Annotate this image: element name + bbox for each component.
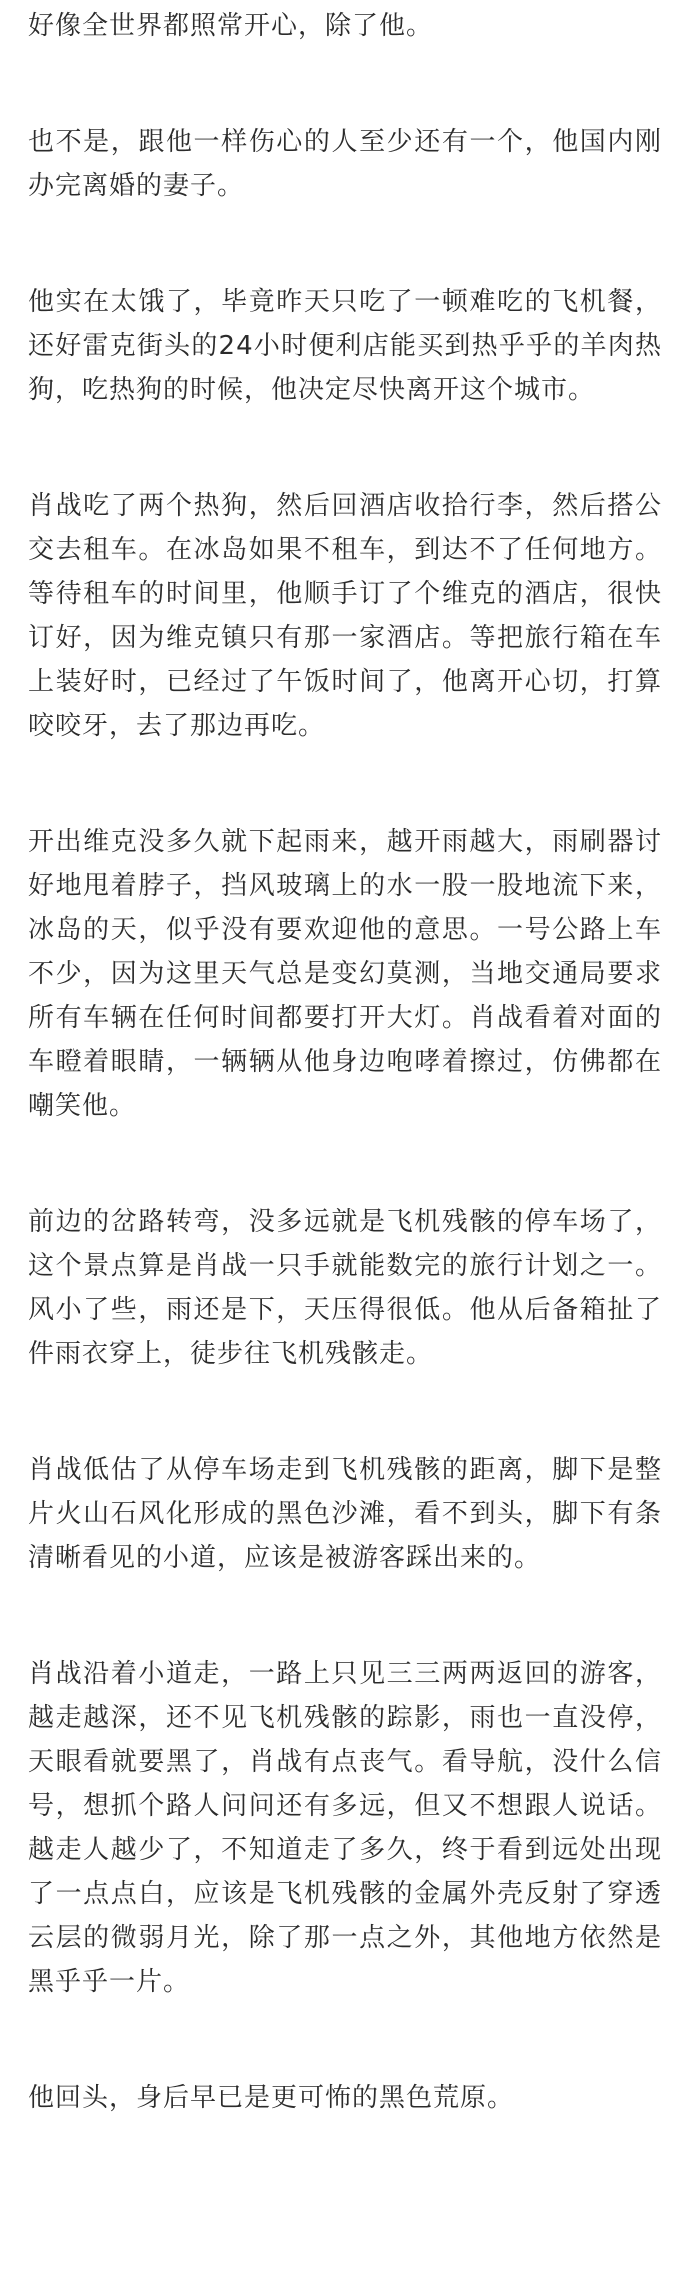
paragraph-1: 好像全世界都照常开心，除了他。 [28,11,434,41]
paragraph-2: 也不是，跟他一样伤心的人至少还有一个，他国内刚办完离婚的妻子。 [28,127,662,201]
paragraph-gap [28,412,662,484]
paragraph-gap [28,208,662,280]
paragraph-3: 他实在太饿了，毕竟昨天只吃了一顿难吃的飞机餐，还好雷克街头的24小时便利店能买到热乎乎的羊肉热狗，吃热狗的时候，他决定尽快离开这个城市。 [28,287,662,405]
paragraph-gap [28,1580,662,1652]
paragraph-5: 开出维克没多久就下起雨来，越开雨越大，雨刷器讨好地甩着脖子，挡风玻璃上的水一股一股地流下来，冰岛的天，似乎没有要欢迎他的意思。一号公路上车不少，因为这里天气总是变幻莫测，当地交通局要求所有车辆在任何时间都要打开大灯。肖战看着对面的车瞪着眼睛，一辆辆从他身边咆哮着擦过，仿佛都在嘲笑他。 [28,827,662,1121]
paragraph-gap [28,748,662,820]
paragraph-gap [28,2004,662,2076]
paragraph-6: 前边的岔路转弯，没多远就是飞机残骸的停车场了，这个景点算是肖战一只手就能数完的旅行计划之一。风小了些，雨还是下，天压得很低。他从后备箱扯了件雨衣穿上，徒步往飞机残骸走。 [28,1207,662,1369]
paragraph-9: 他回头，身后早已是更可怖的黑色荒原。 [28,2083,515,2113]
paragraph-7: 肖战低估了从停车场走到飞机残骸的距离，脚下是整片火山石风化形成的黑色沙滩，看不到头，脚下有条清晰看见的小道，应该是被游客踩出来的。 [28,1455,662,1573]
paragraph-gap [28,48,662,120]
paragraph-8: 肖战沿着小道走，一路上只见三三两两返回的游客，越走越深，还不见飞机残骸的踪影，雨也一直没停，天眼看就要黑了，肖战有点丧气。看导航，没什么信号，想抓个路人问问还有多远，但又不想跟人说话。越走人越少了，不知道走了多久，终于看到远处出现了一点点白，应该是飞机残骸的金属外壳反射了穿透云层的微弱月光，除了那一点之外，其他地方依然是黑乎乎一片。 [28,1659,662,1997]
paragraph-gap [28,1128,662,1200]
paragraph-gap [28,1376,662,1448]
paragraph-4: 肖战吃了两个热狗，然后回酒店收拾行李，然后搭公交去租车。在冰岛如果不租车，到达不了任何地方。等待租车的时间里，他顺手订了个维克的酒店，很快订好，因为维克镇只有那一家酒店。等把旅行箱在车上装好时，已经过了午饭时间了，他离开心切，打算咬咬牙，去了那边再吃。 [28,491,662,741]
